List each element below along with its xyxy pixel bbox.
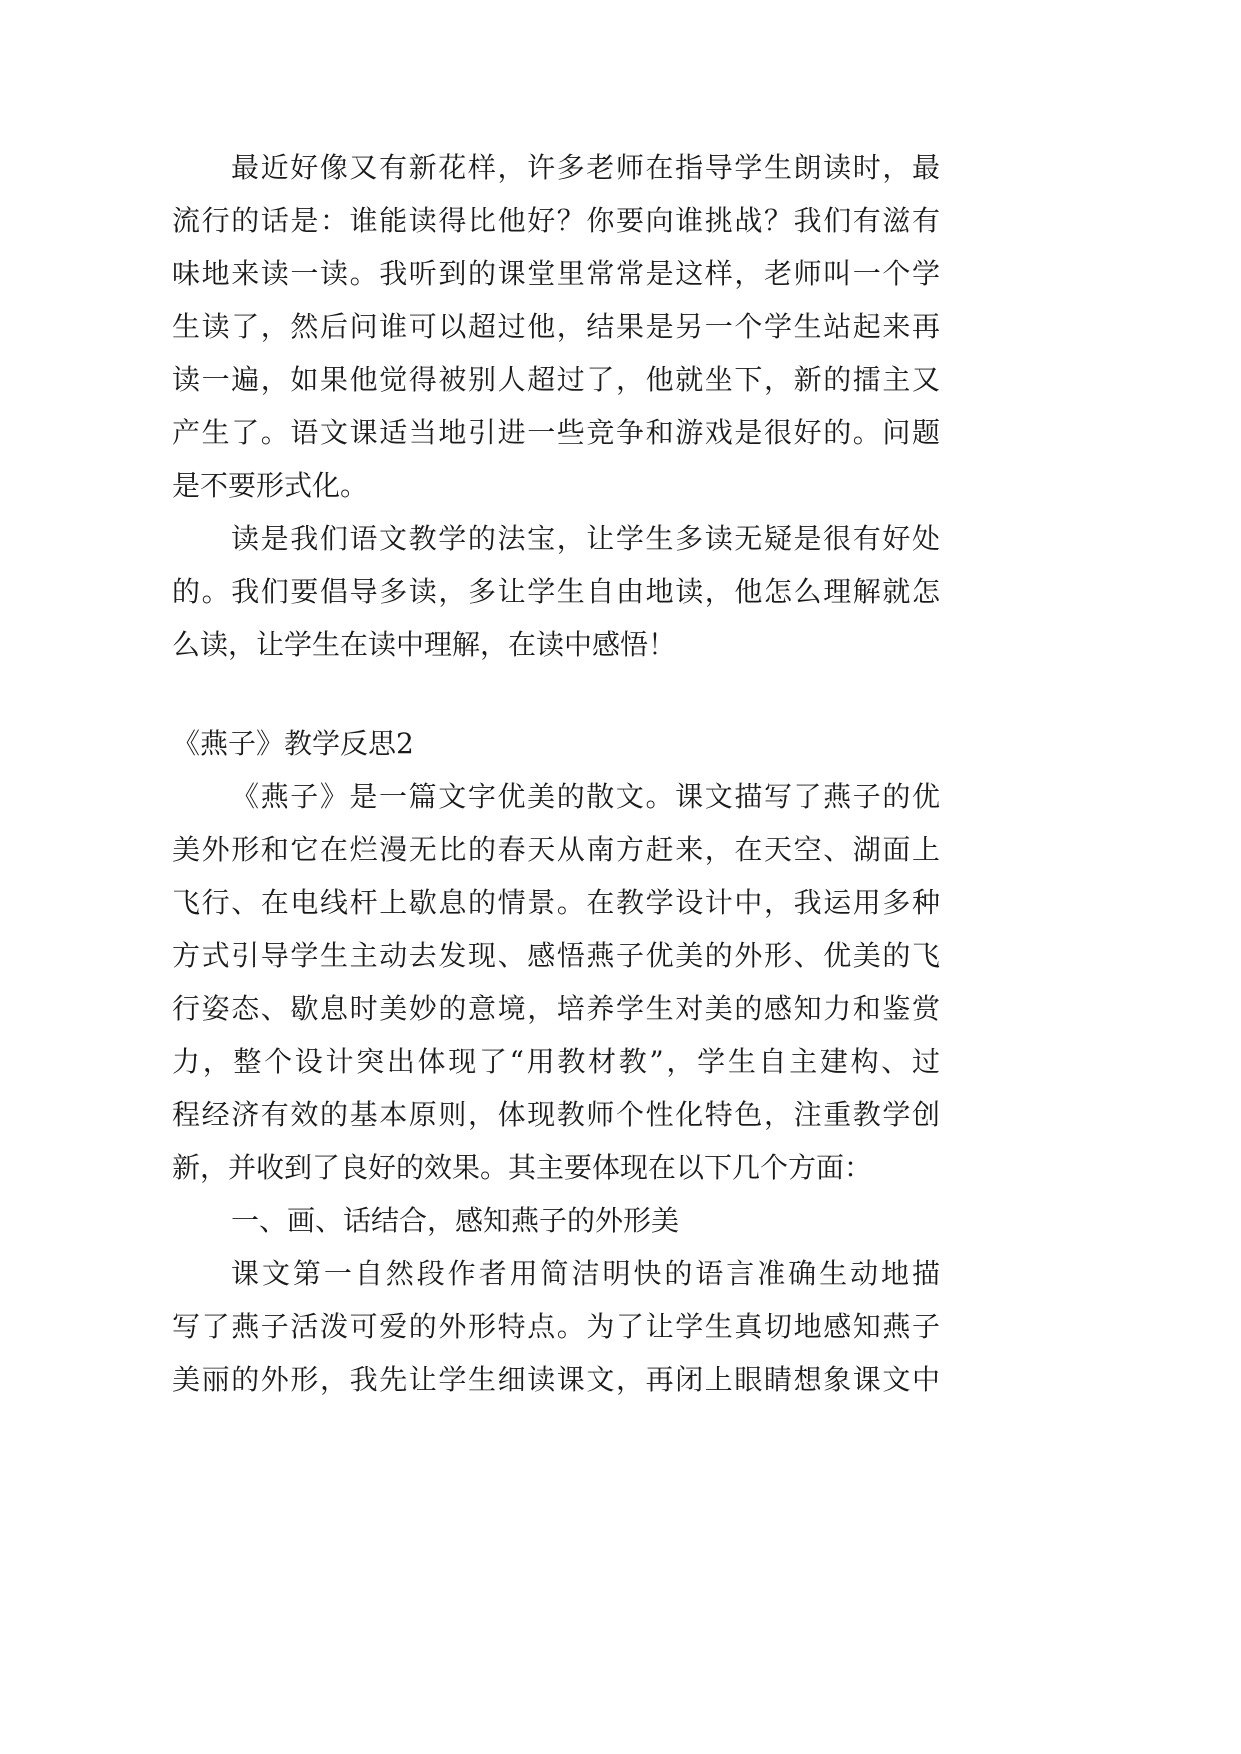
paragraph-line: 读是我们语文教学的法宝，让学生多读无疑是很有好处: [231, 522, 940, 555]
paragraph-line: 流行的话是：谁能读得比他好？你要向谁挑战？我们有滋有: [172, 204, 940, 237]
paragraph-3: [172, 770, 940, 1194]
paragraph-line: 新，并收到了良好的效果。其主要体现在以下几个方面：: [172, 1151, 873, 1184]
paragraph-line: 味地来读一读。我听到的课堂里常常是这样，老师叫一个学: [172, 257, 940, 290]
paragraph-line: 的。我们要倡导多读，多让学生自由地读，他怎么理解就怎: [172, 575, 940, 608]
paragraph-1: [172, 141, 940, 512]
paragraph-line: 生读了，然后问谁可以超过他，结果是另一个学生站起来再: [172, 310, 940, 343]
paragraph-2: [172, 512, 940, 671]
blank-line: [172, 671, 940, 717]
paragraph-line: 写了燕子活泼可爱的外形特点。为了让学生真切地感知燕子: [172, 1310, 940, 1343]
paragraph-line: 行姿态、歇息时美妙的意境，培养学生对美的感知力和鉴赏: [172, 992, 940, 1025]
paragraph-line: 方式引导学生主动去发现、感悟燕子优美的外形、优美的飞: [172, 939, 940, 972]
paragraph-line: 力，整个设计突出体现了“用教材教”，学生自主建构、过: [172, 1045, 940, 1078]
paragraph-line: 最近好像又有新花样，许多老师在指导学生朗读时，最: [231, 151, 940, 184]
paragraph-line: 美外形和它在烂漫无比的春天从南方赶来，在天空、湖面上: [172, 833, 940, 866]
paragraph-4: [172, 1247, 940, 1406]
paragraph-line: 《燕子》是一篇文字优美的散文。课文描写了燕子的优: [231, 780, 940, 813]
paragraph-line: 课文第一自然段作者用简洁明快的语言准确生动地描: [231, 1257, 940, 1290]
subheading: 一、画、话结合，感知燕子的外形美: [231, 1204, 680, 1237]
paragraph-line: 程经济有效的基本原则，体现教师个性化特色，注重教学创: [172, 1098, 940, 1131]
paragraph-line: 飞行、在电线杆上歇息的情景。在教学设计中，我运用多种: [172, 886, 940, 919]
paragraph-line: 美丽的外形，我先让学生细读课文，再闭上眼睛想象课文中: [172, 1363, 940, 1396]
paragraph-line: 么读，让学生在读中理解，在读中感悟！: [172, 628, 677, 661]
paragraph-line: 是不要形式化。: [172, 469, 369, 502]
paragraph-line: 产生了。语文课适当地引进一些竞争和游戏是很好的。问题: [172, 416, 940, 449]
section-heading: 《燕子》教学反思2: [172, 727, 414, 760]
paragraph-line: 读一遍，如果他觉得被别人超过了，他就坐下，新的擂主又: [172, 363, 940, 396]
document-body: [172, 141, 940, 1406]
